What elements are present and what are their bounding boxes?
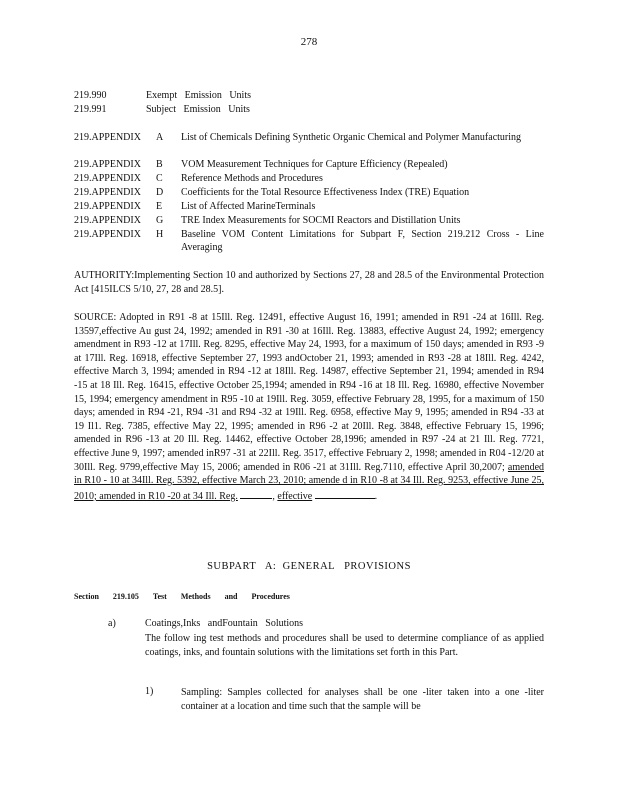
- section-number: 219.990: [74, 90, 107, 101]
- appendix-number: 219.APPENDIX: [74, 201, 141, 212]
- appendix-letter: A: [156, 132, 164, 143]
- appendix-entry: [74, 131, 544, 144]
- appendix-title: Baseline VOM Content Limitations for Subpart F, Section 219.212 Cross - Line Averaging: [181, 229, 544, 253]
- appendix-title: TRE Index Measurements for SOCMI Reactors and Distillation Units: [181, 215, 461, 226]
- appendix-entry: [74, 186, 544, 199]
- appendix-title: VOM Measurement Techniques for Capture Efficiency (Repealed): [181, 159, 448, 170]
- section-number: 219.991: [74, 104, 107, 115]
- section-heading: [74, 592, 302, 601]
- section-entry: [74, 89, 251, 102]
- paragraph-body: Sampling: Samples collected for analyses shall be one -liter taken into a one -liter container at a location and time such that the sample will be: [181, 687, 544, 712]
- source-history-text: SOURCE: Adopted in R91 -8 at 15Ill. Reg. 12491, effective August 16, 1991; amended in R91 -24 at 16Ill. Reg. 13597,effective Au gust 24, 1992; amended in R91 -30 at 16Ill. Reg. 13883, effective August 24, 1992; emergency amendment in R93 -12 at 17Ill. Reg. 8295, effective May 24, 1993, for a maximum of 150 days; amended in R93 -9 at 17Ill. Reg. 16918, effective September 27, 1993 andOctober 21, 1993; amended in R93 -28 at 18Ill. Reg. 4242, effective March 3, 1994; amended in R94 -12 at 18Ill. Reg. 14987, effective September 21, 1994; amended in R94 -15 at 18 Ill. Reg. 16415, effective October 25,1994; amended in R94 -16 at 18 Ill. Reg. 16980, effective November 15, 1994; emergency amendment in R95 -10 at 19Ill. Reg. 3059, effective February 28, 1995, for a maximum of 150 days; amended in R94 -21, R94 -31 and R94 -32 at 19Ill. Reg. 6958, effective May 9, 1995; amended in R94 -33 at 19 Il1. Reg. 7385, effective May 22, 1995; amended in R96 -2 at 20Ill. Reg. 3848, effective February 15, 1996; amended in R96 -13 at 20 Ill. Reg. 14462, effective October 28,1996; amended in R97 -24 at 21 Ill. Reg. 7721, effective June 9, 1997; amended inR97 -31 at 22Ill. Reg. 3517, effective February 2, 1998; amended in R04 -12/20 at 30Ill. Reg. 9799,effective May 15, 2006; amended in R06 -21 at 31Ill. Reg.7110, effective April 30,2007;: [74, 312, 544, 473]
- paragraph-label: 1): [145, 686, 154, 697]
- appendix-number: 219.APPENDIX: [74, 132, 141, 143]
- subpart-heading: SUBPART A: GENERAL PROVISIONS: [207, 561, 411, 572]
- source-paragraph: SOURCE: Adopted in R91 -8 at 15Ill. Reg. 12491, effective August 16, 1991; amended in R91 -24 at 16Ill. Reg. 13597,effective Au gust 24, 1992; amended in R91 -30 at 16Ill. Reg. 13883, effective August 24, 1992; emergency amendment in R93 -12 at 17Ill. Reg. 8295, effective May 24, 1993, for a maximum of 150 days; amended in R93 -9 at 17Ill. Reg. 16918, effective September 27, 1993 andOctober 21, 1993; amended in R93 -28 at 18Ill. Reg. 4242, effective March 3, 1994; amended in R94 -12 at 18Ill. Reg. 14987, effective September 21, 1994; amended in R94 -15 at 18 Ill. Reg. 16415, effective October 25,1994; amended in R94 -16 at 18 Ill. Reg. 16980, effective November 15, 1994; emergency amendment in R95 -10 at 19Ill. Reg. 3059, effective February 28, 1995, for a maximum of 150 days; amended in R94 -21, R94 -31 and R94 -32 at 19Ill. Reg. 6958, effective May 9, 1995; amended in R94 -33 at 19 Il1. Reg. 7385, effective May 22, 1995; amended in R96 -2 at 20Ill. Reg. 3848, effective February 15, 1996; amended in R96 -13 at 20 Ill. Reg. 14462, effective October 28,1996; amended in R97 -24 at 21 Ill. Reg. 7721, effective June 9, 1997; amended inR97 -31 at 22Ill. Reg. 3517, effective February 2, 1998; amended in R04 -12/20 at 30Ill. Reg. 9799,effective May 15, 2006; amended in R06 -21 at 31Ill. Reg.7110, effective April 30,2007; amended in R10 - 10 at 34Ill. Reg. 5392, effective March 23, 2010; amende d in R10 -8 at 34 Ill. Reg. 9253, effective June 25, 2010; amended in R10 -20 at 34 Ill. Reg. , effective .: [74, 312, 545, 502]
- appendix-title: List of Chemicals Defining Synthetic Organic Chemical and Polymer Manufacturing: [181, 132, 522, 143]
- appendix-title: Reference Methods and Procedures: [181, 173, 323, 184]
- section-number: 219.105: [112, 592, 139, 601]
- section-title: Subject Emission Units: [146, 104, 250, 115]
- section-title-word: and: [224, 592, 238, 601]
- appendix-number: 219.APPENDIX: [74, 215, 141, 226]
- appendix-letter: E: [156, 201, 163, 212]
- subsection-label: a): [108, 618, 116, 629]
- appendix-letter: H: [156, 229, 164, 240]
- authority-paragraph: AUTHORITY:Implementing Section 10 and authorized by Sections 27, 28 and 28.5 of the Environmental Protection Act [415ILCS 5/10, 27, 28 and 28.5].: [74, 270, 544, 295]
- appendix-entry: [74, 158, 544, 171]
- blank-line: [315, 488, 375, 499]
- appendix-number: 219.APPENDIX: [74, 159, 141, 170]
- subsection-title: Coatings,Inks andFountain Solutions: [145, 618, 304, 629]
- source-history-underlined: amended in R10 - 10 at 34Ill. Reg. 5392, effective March 23, 2010; amende d in R10 -8 at 34 Ill. Reg. 9253, effective June 25, 2010; amended in R10 -20 at 34 Ill. Reg.: [74, 461, 545, 502]
- blank-line: [240, 488, 272, 499]
- appendix-letter: D: [156, 187, 164, 198]
- appendix-entry: [74, 172, 544, 185]
- appendix-title: Coefficients for the Total Resource Effectiveness Index (TRE) Equation: [181, 187, 470, 198]
- appendix-number: 219.APPENDIX: [74, 229, 141, 240]
- appendix-number: 219.APPENDIX: [74, 173, 141, 184]
- section-title-word: Test: [152, 592, 167, 601]
- section-label: Section: [74, 592, 99, 601]
- subsection-body: The follow ing test methods and procedures shall be used to determine compliance of as applied coatings, inks, and fountain solutions with the limitations set forth in this Part.: [145, 633, 544, 658]
- appendix-entry: [74, 214, 544, 227]
- appendix-letter: C: [156, 173, 163, 184]
- source-effective-label: effective: [277, 490, 313, 502]
- page-number: 278: [300, 36, 318, 48]
- section-title-word: Methods: [180, 592, 211, 601]
- appendix-title: List of Affected MarineTerminals: [181, 201, 316, 212]
- appendix-letter: G: [156, 215, 164, 226]
- section-entry: [74, 103, 250, 116]
- appendix-entry: [74, 228, 544, 254]
- section-title: Exempt Emission Units: [146, 90, 251, 101]
- section-title-word: Procedures: [251, 592, 290, 601]
- appendix-number: 219.APPENDIX: [74, 187, 141, 198]
- appendix-letter: B: [156, 159, 163, 170]
- appendix-entry: [74, 200, 544, 213]
